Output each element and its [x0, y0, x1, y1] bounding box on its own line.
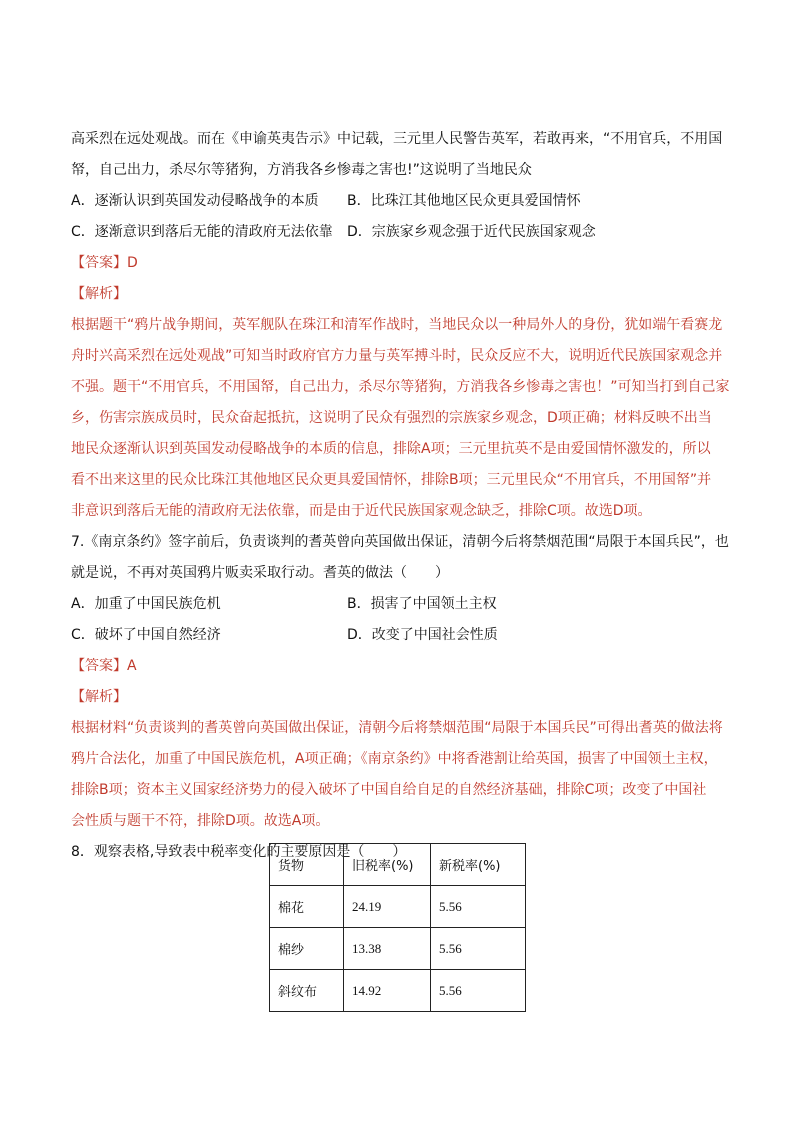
table-row: [270, 928, 526, 970]
analysis-line: 根据材料“负责谈判的耆英曾向英国做出保证，清朝今后将禁烟范围“局限于本国兵民”可得出耆英的做法将: [71, 720, 723, 736]
analysis-line: 舟时兴高采烈在远处观战”可知当时政府官方力量与英军搏斗时，民众反应不大，说明近代民族国家观念并: [71, 348, 723, 364]
question-stem-line: 帑，自己出力，杀尽尔等猪狗，方消我各乡惨毒之害也!”这说明了当地民众: [71, 162, 532, 178]
table-cell: 5.56: [431, 970, 526, 1012]
analysis-line: 非意识到落后无能的清政府无法依靠，而是由于近代民族国家观念缺乏，排除C项。故选D项。: [71, 503, 652, 519]
analysis-line: 排除B项；资本主义国家经济势力的侵入破坏了中国自给自足的自然经济基础，排除C项；改变了中国社: [71, 782, 707, 798]
option-d: D．改变了中国社会性质: [347, 627, 498, 643]
table-cell: 24.19: [344, 886, 431, 928]
question-stem-line: 7.《南京条约》签字前后，负责谈判的耆英曾向英国做出保证，清朝今后将禁烟范围“局限于本国兵民”，也: [71, 534, 729, 550]
table-header-cell: 新税率(%): [431, 844, 526, 886]
analysis-line: 根据题干“鸦片战争期间，英军舰队在珠江和清军作战时，当地民众以一种局外人的身份，犹如端午看赛龙: [71, 317, 723, 333]
options-row: [71, 186, 731, 217]
table-cell: 13.38: [344, 928, 431, 970]
question-stem-line: 就是说，不再对英国鸦片贩卖采取行动。耆英的做法（ ）: [71, 565, 449, 581]
table-row: [270, 970, 526, 1012]
option-b: B．损害了中国领土主权: [347, 596, 497, 612]
analysis-line: 地民众逐渐认识到英国发动侵略战争的本质的信息，排除A项；三元里抗英不是由爱国情怀激发的，所以: [71, 441, 711, 457]
options-row: [71, 620, 731, 651]
analysis-label: 【解析】: [71, 286, 127, 302]
analysis-label: 【解析】: [71, 689, 127, 705]
analysis-line: 乡，伤害宗族成员时，民众奋起抵抗，这说明了民众有强烈的宗族家乡观念，D项正确；材料反映不出当: [71, 410, 712, 426]
table-cell: 斜纹布: [270, 970, 344, 1012]
analysis-line: 会性质与题干不符，排除D项。故选A项。: [71, 813, 330, 829]
table-cell: 5.56: [431, 928, 526, 970]
option-a: A．加重了中国民族危机: [71, 596, 221, 612]
table-cell: 5.56: [431, 886, 526, 928]
table-cell: 14.92: [344, 970, 431, 1012]
option-a: A．逐渐认识到英国发动侵略战争的本质: [71, 193, 319, 209]
options-row: [71, 217, 731, 248]
option-d: D．宗族家乡观念强于近代民族国家观念: [347, 224, 596, 240]
table-cell: 棉花: [270, 886, 344, 928]
table-header-cell: 旧税率(%): [344, 844, 431, 886]
options-row: [71, 589, 731, 620]
option-c: C．破坏了中国自然经济: [71, 627, 221, 643]
analysis-line: 鸦片合法化，加重了中国民族危机，A项正确；《南京条约》中将香港割让给英国，损害了中国领土主权，: [71, 751, 718, 767]
question-stem-line: 高采烈在远处观战。而在《申谕英夷告示》中记载，三元里人民警告英军，若敢再来，“不用官兵，不用国: [71, 131, 723, 147]
option-b: B．比珠江其他地区民众更具爱国情怀: [347, 193, 581, 209]
table-header-row: [270, 844, 526, 886]
document-body: [71, 124, 731, 868]
analysis-line: 看不出来这里的民众比珠江其他地区民众更具爱国情怀，排除B项；三元里民众“不用官兵，不用国帑”并: [71, 472, 712, 488]
question-stem-line: 8．观察表格,导致表中税率变化的主要原因是（ ）: [71, 844, 407, 860]
table-row: [270, 886, 526, 928]
analysis-line: 不强。题干“不用官兵，不用国帑，自己出力，杀尽尔等猪狗，方消我各乡惨毒之害也！”可知当打到自己家: [71, 379, 730, 395]
option-c: C．逐渐意识到落后无能的清政府无法依靠: [71, 224, 333, 240]
answer-label: 【答案】A: [71, 658, 137, 674]
table-cell: 棉纱: [270, 928, 344, 970]
answer-label: 【答案】D: [71, 255, 138, 271]
table-header-cell: 货物: [270, 844, 344, 886]
tax-rate-table: [269, 843, 526, 1012]
